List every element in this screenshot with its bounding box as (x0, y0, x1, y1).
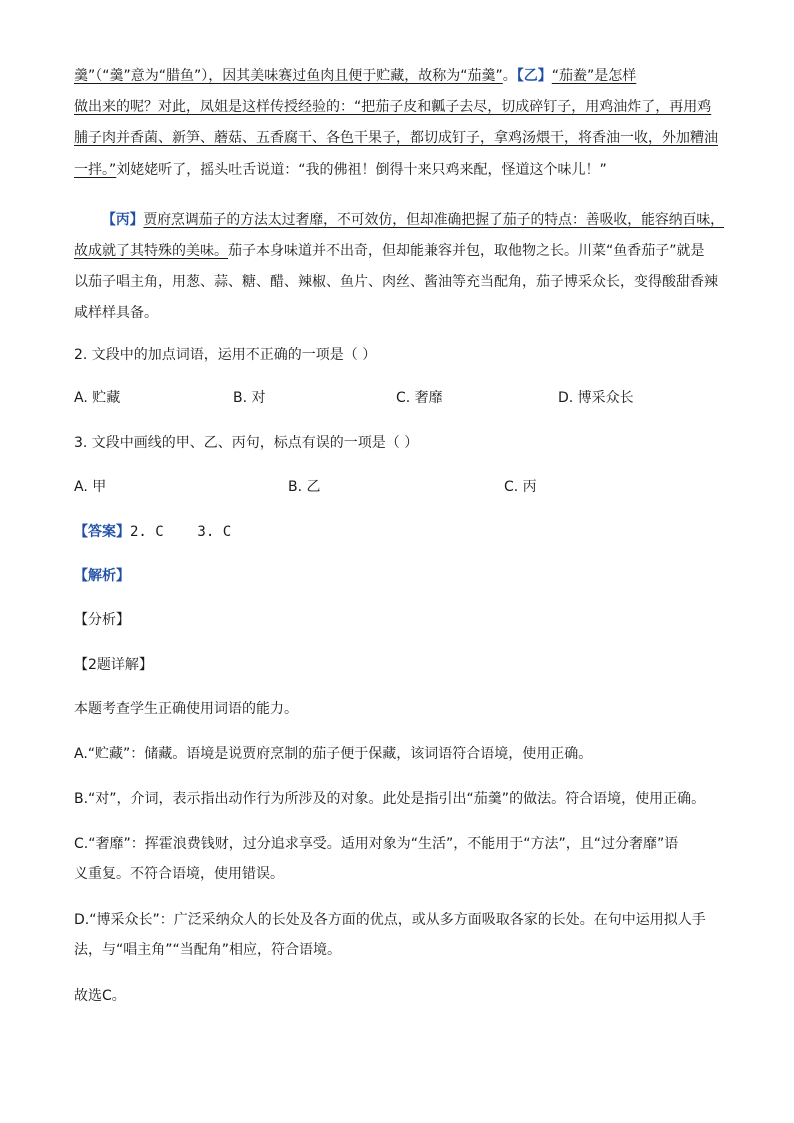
q3-option-c: C. 丙 (504, 479, 537, 495)
question-3-stem: 3. 文段中画线的甲、乙、丙句，标点有误的一项是（ ） (74, 435, 419, 451)
passage-line (74, 241, 705, 261)
answer-label: 【答案】 (74, 524, 130, 540)
mark-bing: 【丙】 (102, 212, 144, 228)
passage-line (74, 160, 607, 180)
analysis-heading: 【解析】 (74, 568, 130, 584)
passage-text: 刘姥姥听了，摇头吐舌说道：“我的佛祖！倒得十来只鸡来配，怪道这个味儿！” (116, 162, 607, 178)
answer-text: 2. C 3. C (130, 524, 232, 540)
underlined-sentence-bing-end: 故成就了其特殊的美味。 (74, 243, 228, 259)
passage-line: 以茄子唱主角，用葱、蒜、糖、醋、辣椒、鱼片、肉丝、酱油等充当配角，茄子博采众长，变得酸甜香辣 (74, 274, 718, 290)
q2-option-d: D. 博采众长 (558, 390, 634, 406)
mark-yi: 【乙】 (516, 68, 552, 84)
q2-option-c: C. 奢靡 (396, 390, 443, 406)
explanation-a: A.“贮藏”：储藏。语境是说贾府烹制的茄子便于保藏，该词语符合语境，使用正确。 (74, 746, 593, 762)
answer-line (74, 522, 231, 542)
passage-line (74, 66, 636, 86)
question-2-stem: 2. 文段中的加点词语，运用不正确的一项是（ ） (74, 347, 377, 363)
q3-option-a: A. 甲 (74, 479, 107, 495)
underlined-sentence-jia: 因其美味赛过鱼肉且便于贮藏，故称为“茄羹” (222, 68, 503, 84)
q3-option-b: B. 乙 (288, 479, 321, 495)
underlined-sentence-yi: “茄鲞”是怎样 (551, 68, 637, 84)
passage-line: 咸样样具备。 (74, 305, 158, 321)
analysis-intro: 本题考查学生正确使用词语的能力。 (74, 701, 298, 717)
conclusion: 故选C。 (74, 988, 126, 1004)
explanation-c-cont: 义重复。不符合语境，使用错误。 (74, 866, 284, 882)
period: 。 (502, 68, 517, 84)
detail-title: 【2题详解】 (74, 657, 153, 673)
passage-text: 茄子本身味道并不出奇，但却能兼容并包，取他物之长。川菜“鱼香茄子”就是 (228, 243, 705, 259)
passage-line (102, 210, 724, 230)
analysis-subheading: 【分析】 (74, 612, 130, 628)
passage-line: 做出来的呢？对此，凤姐是这样传授经验的：“把茄子皮和瓤子去尽，切成碎钉子，用鸡油炸了，再用鸡 (74, 99, 712, 115)
explanation-b: B.“对”，介词，表示指出动作行为所涉及的对象。此处是指引出“茄羹”的做法。符合语境，使用正确。 (74, 791, 706, 807)
explanation-d: D.“博采众长”：广泛采纳众人的长处及各方面的优点，或从多方面吸取各家的长处。在句中运用拟人手 (74, 912, 706, 928)
underlined-sentence-yi-end: 一拌。” (74, 162, 117, 178)
q2-option-b: B. 对 (233, 390, 266, 406)
underlined-sentence-bing: 贾府烹调茄子的方法太过奢靡，不可效仿，但却准确把握了茄子的特点：善吸收，能容纳百味， (143, 212, 724, 228)
underlined-sentence-jia-end: 羹”（“羹”意为“腊鱼”）， (74, 68, 223, 84)
explanation-d-cont: 法，与“唱主角”“当配角”相应，符合语境。 (74, 942, 342, 958)
explanation-c: C.“奢靡”：挥霍浪费钱财，过分追求享受。适用对象为“生活”，不能用于“方法”，且“过分奢靡”语 (74, 836, 679, 852)
passage-line: 脯子肉并香菌、新笋、蘑菇、五香腐干、各色干果子，都切成钉子，拿鸡汤煨干，将香油一收，外加糟油 (74, 130, 718, 146)
q2-option-a: A. 贮藏 (74, 390, 121, 406)
